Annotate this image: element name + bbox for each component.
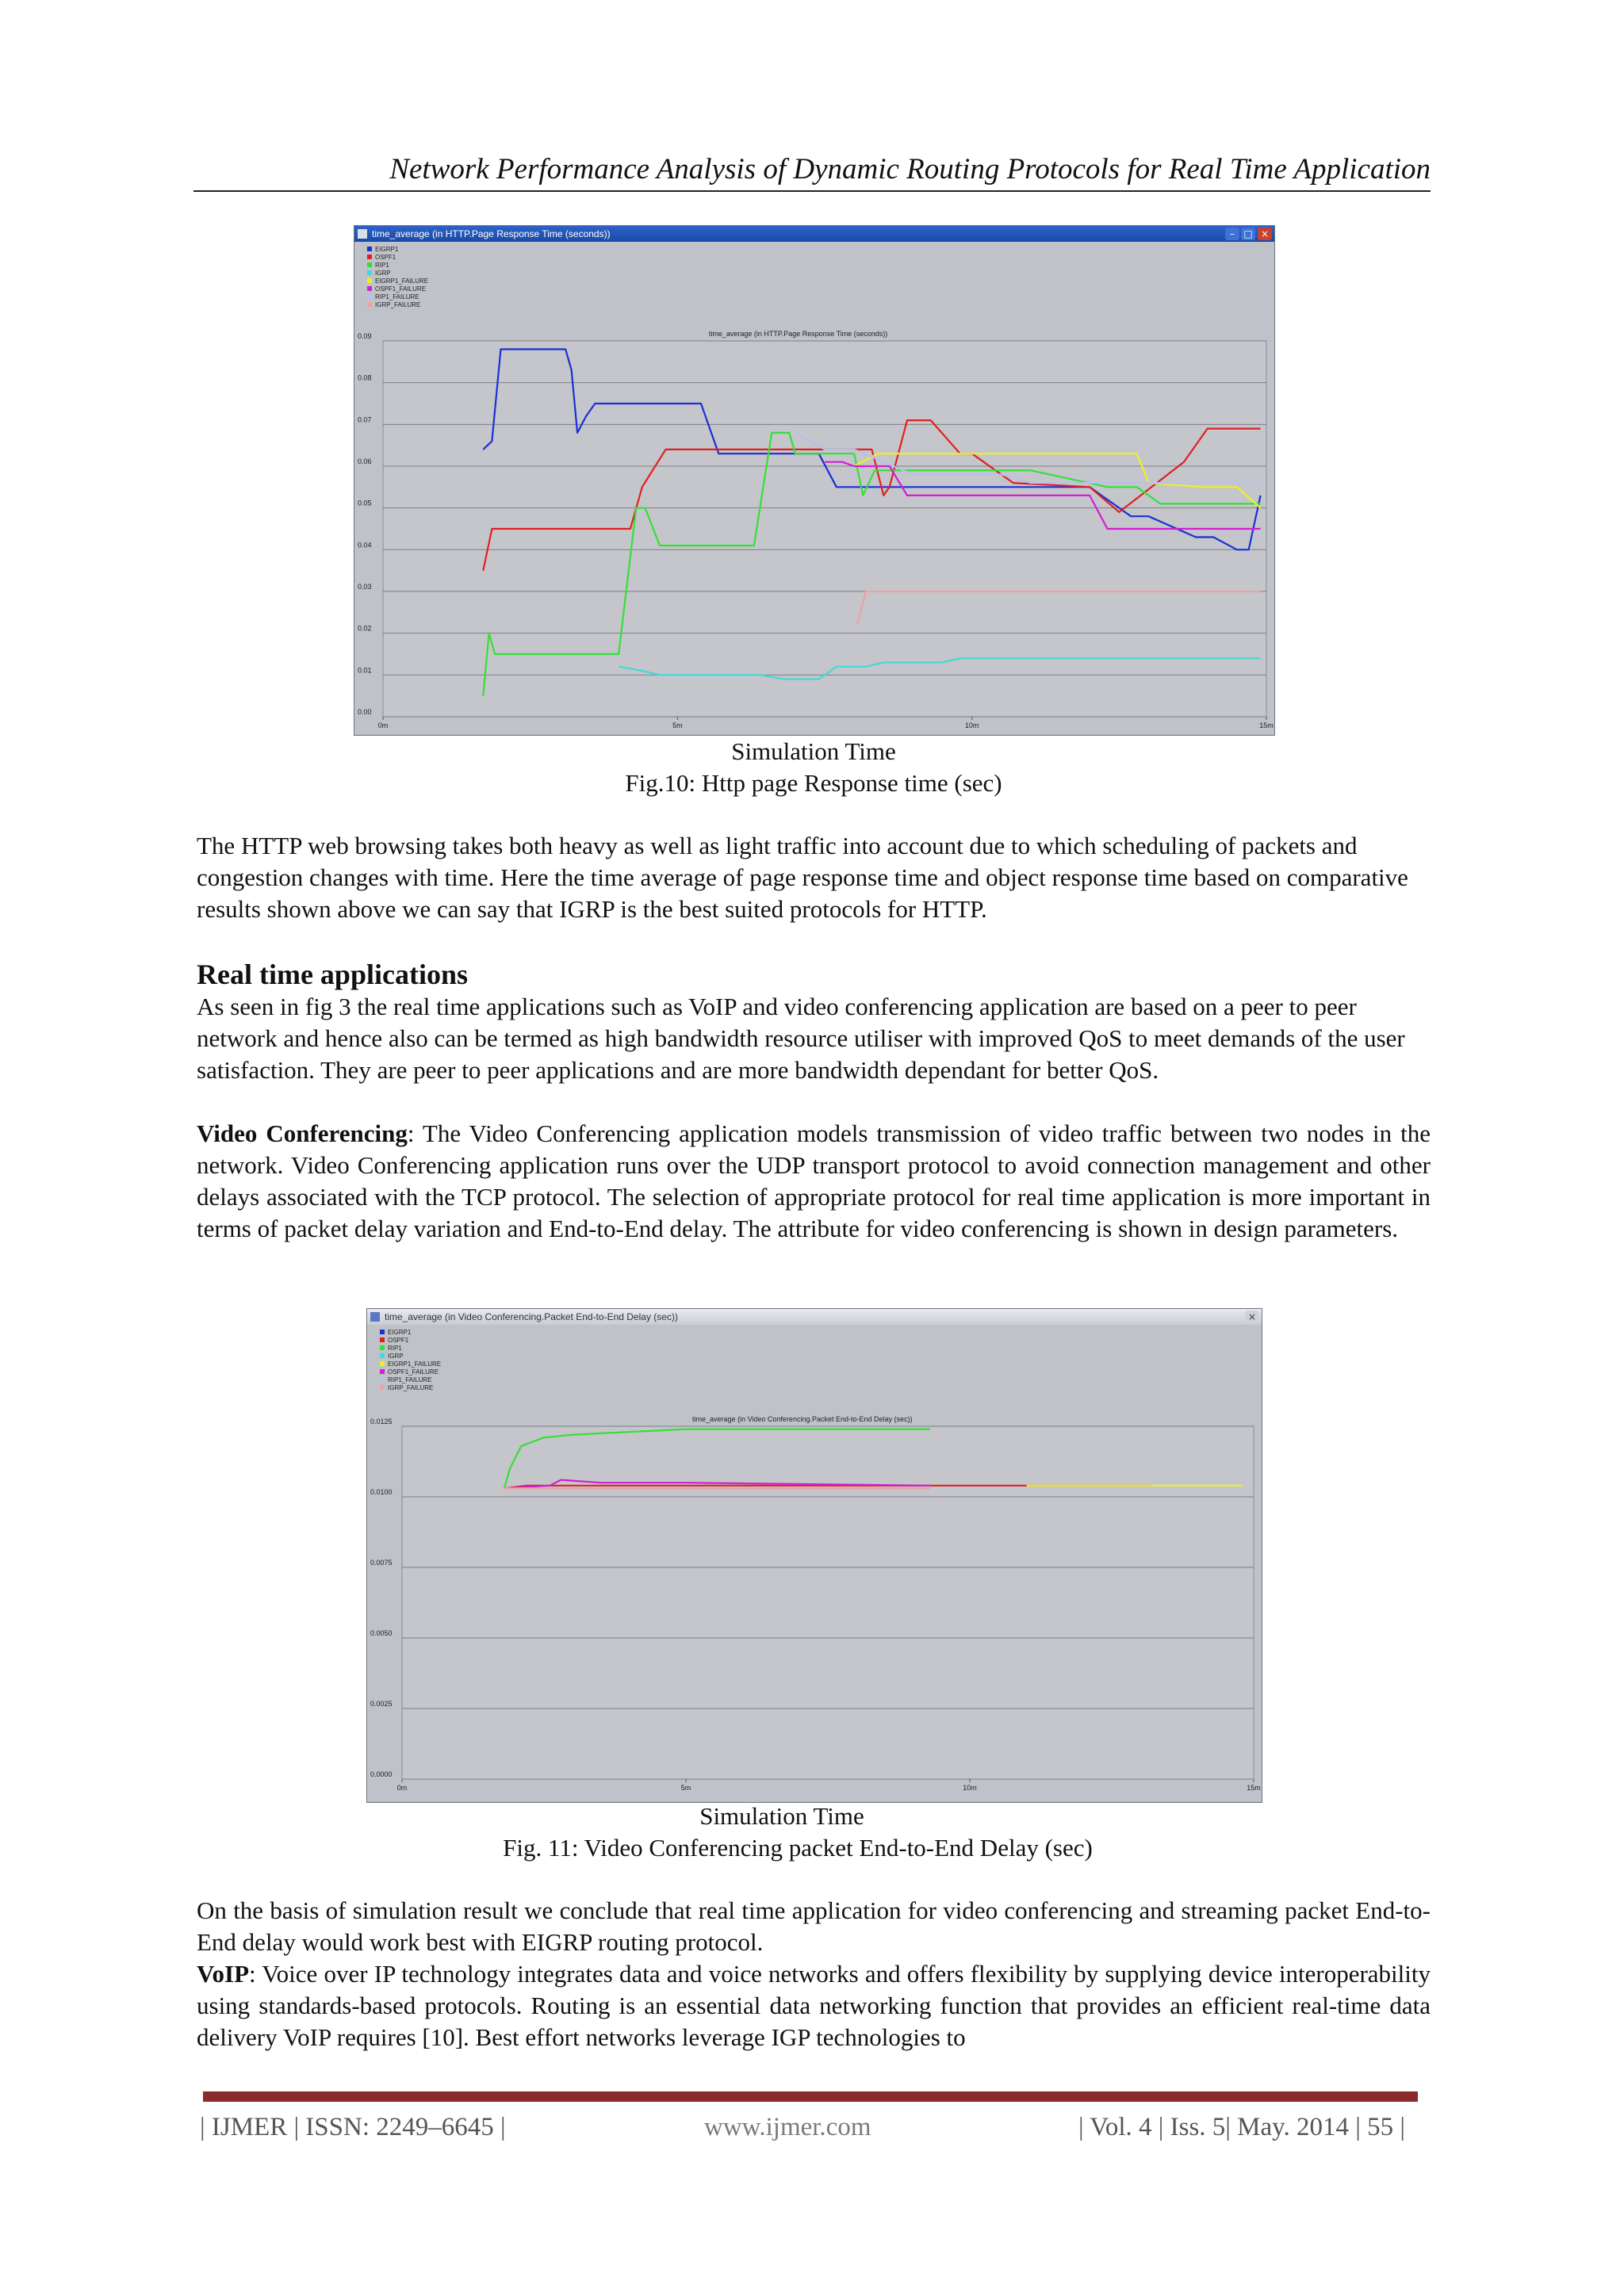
- legend-swatch: [380, 1330, 385, 1334]
- video-conferencing-term: Video Conferencing: [197, 1119, 408, 1147]
- app-icon: [358, 229, 367, 239]
- legend-entry: EIGRP1: [375, 246, 399, 253]
- legend-entry: OSPF1_FAILURE: [388, 1368, 439, 1376]
- close-icon[interactable]: ×: [1258, 228, 1272, 240]
- y-tick-label: 0.00: [358, 708, 372, 716]
- figure-11-xaxis-label: Simulation Time: [699, 1802, 864, 1830]
- legend-swatch: [367, 254, 372, 259]
- figure-11-window: [366, 1308, 1262, 1803]
- paragraph-video-conferencing: [197, 1118, 1431, 1245]
- figure-11-caption: Fig. 11: Video Conferencing packet End-to-End Delay (sec): [503, 1834, 1093, 1862]
- x-tick-label: 0m: [377, 721, 389, 729]
- plot-title: time_average (in HTTP.Page Response Time (seconds)): [708, 330, 888, 338]
- x-tick-label: 5m: [680, 1784, 691, 1792]
- legend-entry: IGRP: [375, 270, 391, 277]
- legend-swatch: [380, 1377, 385, 1382]
- y-tick-label: 0.0075: [370, 1559, 393, 1567]
- y-tick-label: 0.0050: [370, 1629, 393, 1637]
- figure-10-window-title: time_average (in HTTP.Page Response Time (seconds)): [372, 228, 611, 239]
- x-tick-label: 15m: [1259, 721, 1274, 729]
- legend-swatch: [380, 1345, 385, 1350]
- video-conferencing-text: : The Video Conferencing application models transmission of video traffic between two nodes in the network. Video Conferencing application runs over the UDP transport protocol to avoid connection management and other delays associated with the TCP protocol. The selection of appropriate protocol for real time application is more important in terms of packet delay variation and End-to-End delay. The attribute for video conferencing is shown in design parameters.: [197, 1119, 1431, 1242]
- legend-entry: RIP1: [375, 262, 389, 269]
- footer-volume-page: | Vol. 4 | Iss. 5| May. 2014 | 55 |: [1078, 2113, 1405, 2141]
- legend-entry: IGRP_FAILURE: [375, 301, 421, 308]
- paragraph-conclusion: On the basis of simulation result we conclude that real time application for video conferencing and streaming packet End-to-End delay would work best with EIGRP routing protocol.: [197, 1896, 1431, 1956]
- y-tick-label: 0.06: [358, 457, 372, 465]
- legend-swatch: [367, 278, 372, 283]
- figure-11-chart: [367, 1325, 1262, 1801]
- header-rule: [193, 190, 1431, 192]
- legend-entry: EIGRP1_FAILURE: [388, 1360, 442, 1368]
- x-tick-label: 10m: [964, 721, 979, 729]
- voip-term: VoIP: [197, 1960, 250, 1988]
- y-tick-label: 0.0000: [370, 1770, 393, 1778]
- app-icon: [370, 1312, 380, 1322]
- maximize-icon[interactable]: □: [1241, 228, 1255, 240]
- figure-10-chart: [354, 242, 1274, 734]
- y-tick-label: 0.01: [358, 666, 372, 675]
- y-tick-label: 0.09: [358, 332, 372, 340]
- figure-10-window: [354, 225, 1275, 736]
- section-heading-real-time: Real time applications: [197, 959, 468, 990]
- legend-swatch: [380, 1385, 385, 1390]
- paragraph-http: The HTTP web browsing takes both heavy as well as light traffic into account due to which scheduling of packets and congestion changes with time. Here the time average of page response time and object response time based on comparative results shown above we can say that IGRP is the best suited protocols for HTTP.: [197, 832, 1408, 923]
- y-tick-label: 0.04: [358, 541, 372, 549]
- legend-entry: RIP1_FAILURE: [375, 293, 419, 300]
- footer-bar: [203, 2091, 1418, 2102]
- legend-entry: EIGRP1: [388, 1329, 412, 1336]
- legend-swatch: [367, 270, 372, 275]
- y-tick-label: 0.08: [358, 373, 372, 382]
- paragraph-voip: [197, 1958, 1431, 2053]
- x-tick-label: 5m: [672, 721, 683, 729]
- legend-swatch: [367, 286, 372, 291]
- legend-swatch: [367, 294, 372, 299]
- legend-entry: OSPF1: [375, 254, 396, 261]
- close-icon[interactable]: ×: [1245, 1311, 1259, 1323]
- y-tick-label: 0.03: [358, 583, 372, 591]
- legend-entry: EIGRP1_FAILURE: [375, 277, 429, 285]
- plot-title: time_average (in Video Conferencing.Packet End-to-End Delay (sec)): [692, 1415, 913, 1423]
- legend-entry: OSPF1: [388, 1337, 409, 1344]
- y-tick-label: 0.0125: [370, 1418, 393, 1425]
- x-tick-label: 0m: [396, 1784, 408, 1792]
- minimize-icon[interactable]: –: [1225, 228, 1239, 240]
- footer-issn: | IJMER | ISSN: 2249–6645 |: [200, 2113, 506, 2141]
- y-tick-label: 0.05: [358, 499, 372, 507]
- website-link[interactable]: www.ijmer.com: [704, 2113, 871, 2141]
- legend-swatch: [380, 1361, 385, 1366]
- legend-entry: IGRP_FAILURE: [388, 1384, 434, 1391]
- legend-swatch: [380, 1369, 385, 1374]
- legend-entry: IGRP: [388, 1353, 404, 1360]
- figure-10-xaxis-label: Simulation Time: [731, 737, 896, 765]
- legend-swatch: [367, 247, 372, 251]
- x-tick-label: 15m: [1247, 1784, 1261, 1792]
- legend-swatch: [380, 1337, 385, 1342]
- legend-swatch: [380, 1353, 385, 1358]
- y-tick-label: 0.02: [358, 624, 372, 633]
- figure-11-window-title: time_average (in Video Conferencing.Packet End-to-End Delay (sec)): [385, 1311, 678, 1322]
- figure-11-titlebar: [367, 1309, 1262, 1325]
- y-tick-label: 0.0100: [370, 1488, 393, 1496]
- figure-10-titlebar: [354, 226, 1274, 242]
- legend-entry: RIP1_FAILURE: [388, 1376, 432, 1383]
- figure-10-caption: Fig.10: Http page Response time (sec): [625, 769, 1002, 797]
- legend-swatch: [367, 262, 372, 267]
- legend-entry: OSPF1_FAILURE: [375, 285, 427, 293]
- legend-entry: RIP1: [388, 1345, 402, 1352]
- y-tick-label: 0.07: [358, 415, 372, 424]
- y-tick-label: 0.0025: [370, 1700, 393, 1708]
- voip-text: : Voice over IP technology integrates data and voice networks and offers flexibility by supplying device interoperability using standards-based protocols. Routing is an essential data networking function that provides an efficient real-time data delivery VoIP requires [10]. Best effort networks leverage IGP technologies to: [197, 1960, 1431, 2051]
- paragraph-real-time: As seen in fig 3 the real time applications such as VoIP and video conferencing application are based on a peer to peer network and hence also can be termed as high bandwidth resource utiliser with improved QoS to meet demands of the user satisfaction. They are peer to peer applications and are more bandwidth dependant for better QoS.: [197, 993, 1405, 1084]
- running-title: Network Performance Analysis of Dynamic Routing Protocols for Real Time Application: [389, 153, 1431, 186]
- x-tick-label: 10m: [963, 1784, 977, 1792]
- legend-swatch: [367, 302, 372, 307]
- plot-area: [402, 1426, 1254, 1779]
- footer-website-link[interactable]: [704, 2113, 871, 2142]
